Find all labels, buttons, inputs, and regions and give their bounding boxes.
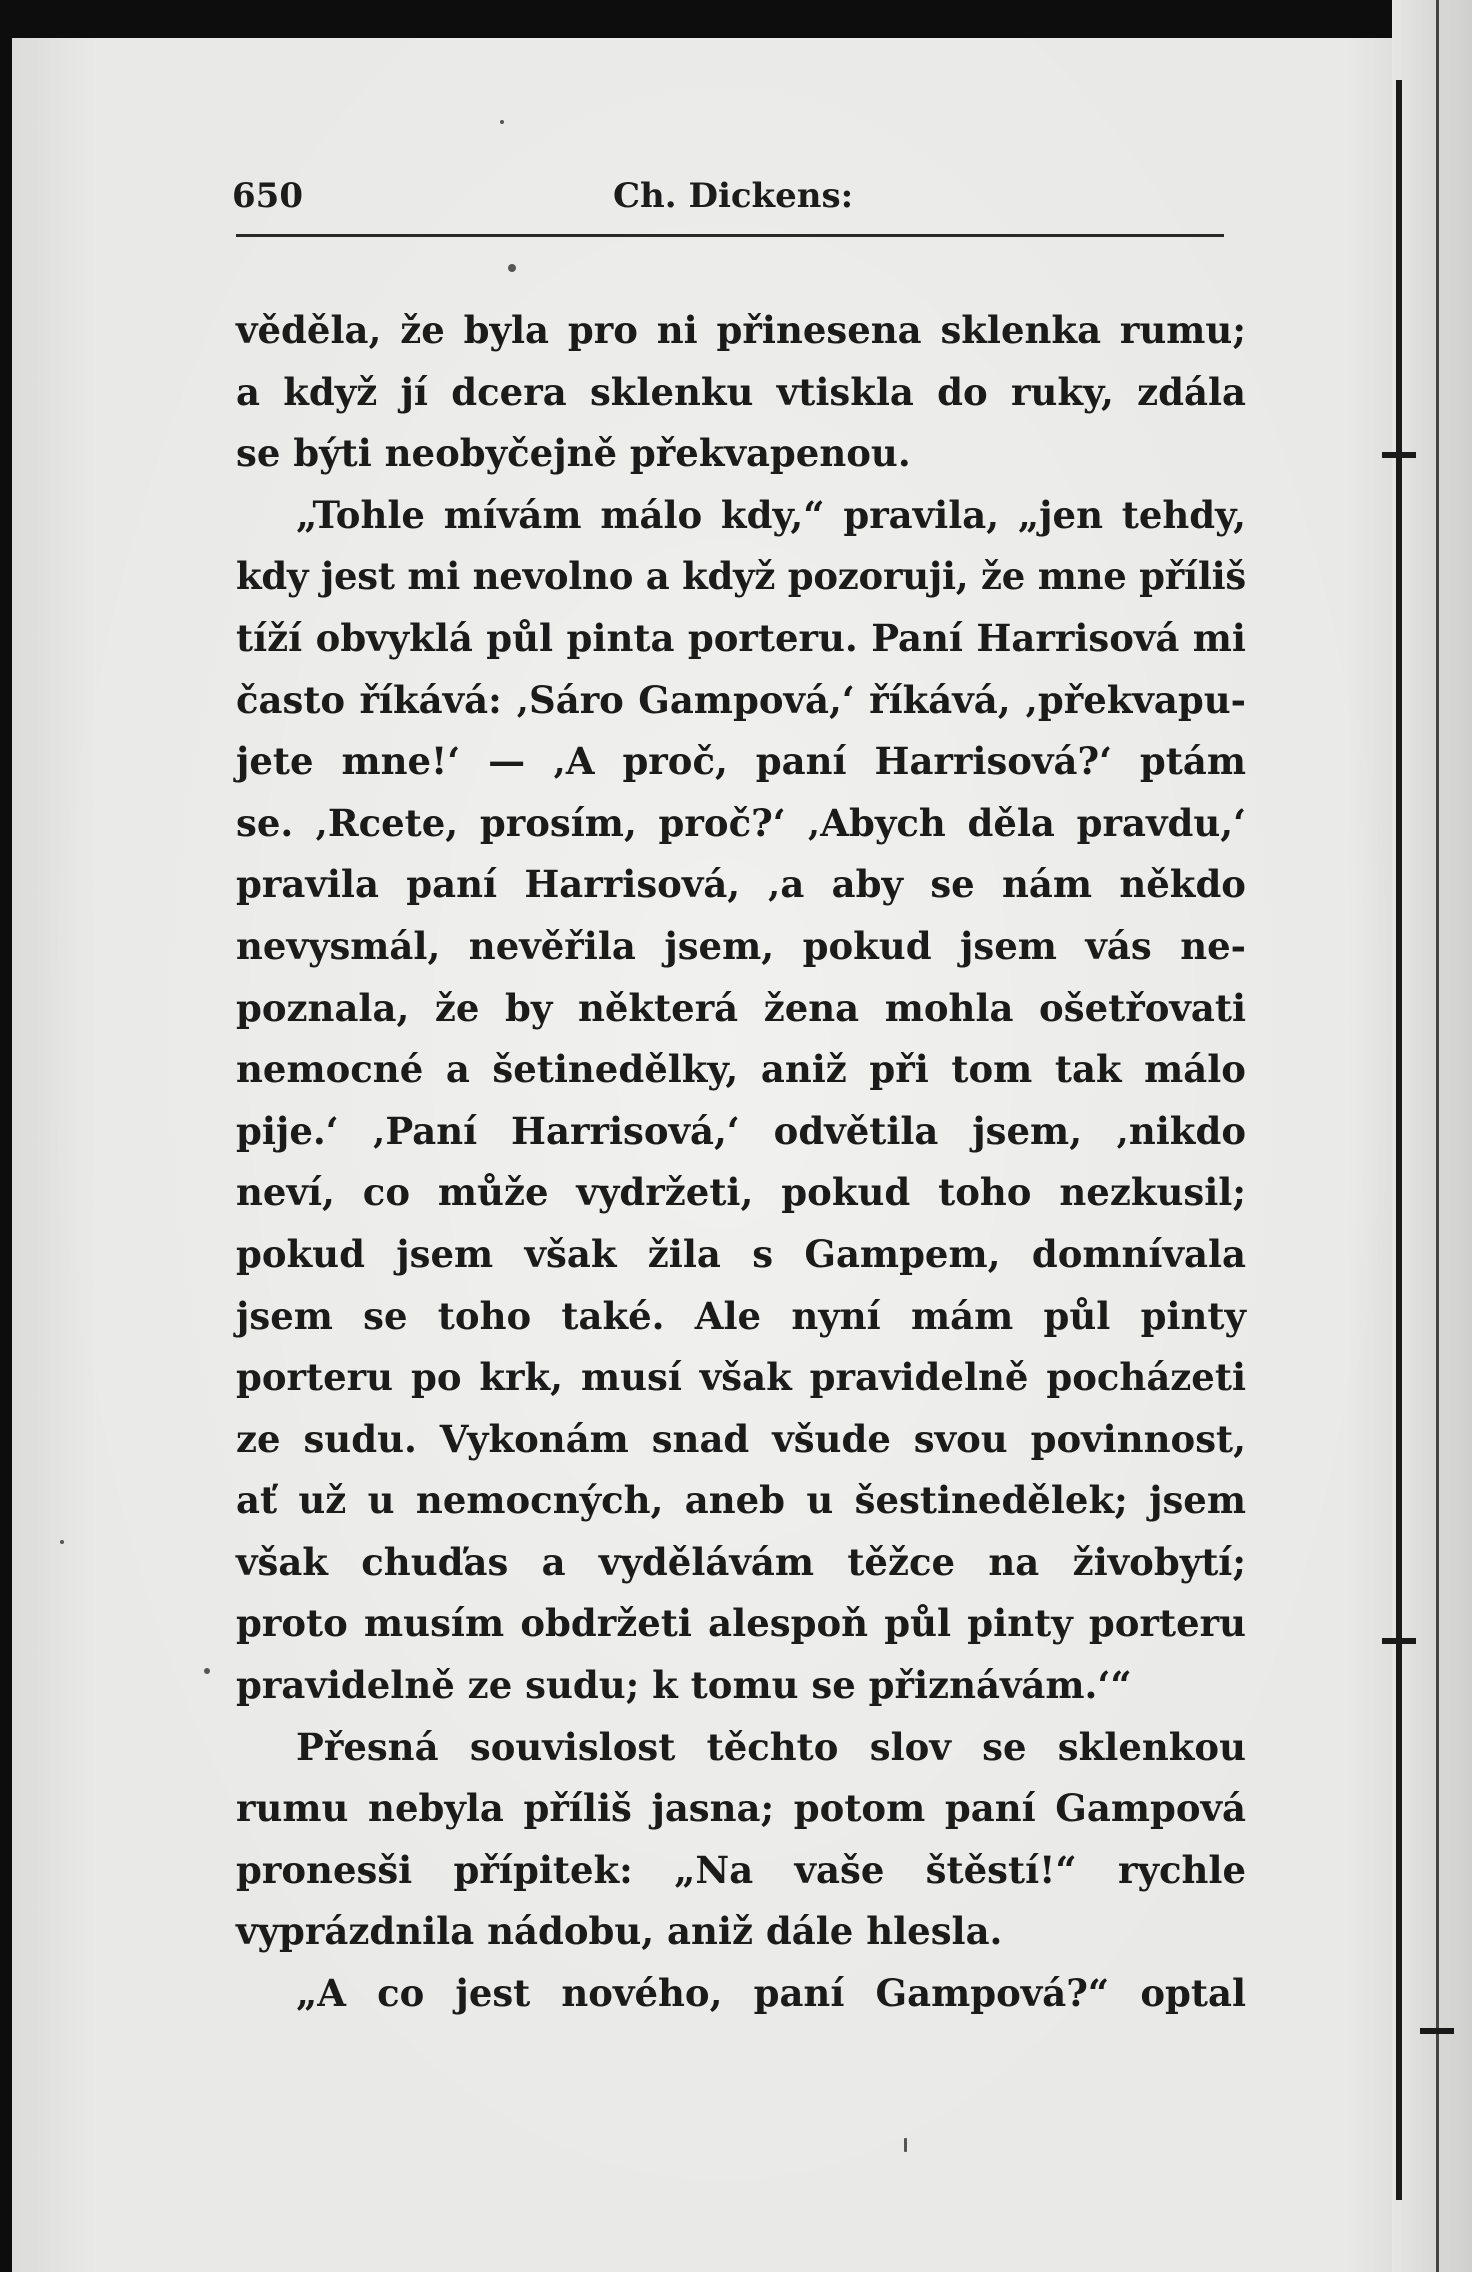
text-line: neví, co může vydržeti, pokud toho nezkusil; [236,1170,1246,1215]
text-line: často říkává: ‚Sáro Gampová,‘ říkává, ‚překvapu- [236,677,1246,722]
page-number: 650 [232,176,303,216]
text-line: a když jí dcera sklenku vtiskla do ruky, zdála [236,369,1246,414]
text-line: Přesná souvislost těchto slov se sklenkou [296,1724,1246,1769]
text-line: pokud jsem však žila s Gampem, domnívala [236,1231,1246,1276]
text-line: kdy jest mi nevolno a když pozoruji, že mne příliš [236,554,1247,599]
text-line: jete mne!‘ — ‚A proč, paní Harrisová?‘ ptám [236,739,1246,784]
text-line: nevysmál, nevěřila jsem, pokud jsem vás ne- [236,923,1246,968]
text-line: však chuďas a vydělávám těžce na živobytí; [236,1539,1246,1584]
text-line: ať už u nemocných, aneb u šestinedělek; jsem [236,1478,1246,1523]
running-head: Ch. Dickens: [613,176,854,216]
text-line: proto musím obdržeti alespoň půl pinty porteru [236,1601,1246,1646]
text-line: „A co jest nového, paní Gampová?“ optal [296,1971,1246,2016]
text-line: pravila paní Harrisová, ‚a aby se nám někdo [236,862,1246,907]
print-speck [60,1540,64,1544]
text-line: nemocné a šetinedělky, aniž při tom tak málo [236,1047,1246,1092]
text-line: vyprázdnila nádobu, aniž dále hlesla. [236,1909,1003,1954]
text-line: pravidelně ze sudu; k tomu se přiznávám.‘“ [236,1663,1132,1708]
text-line: pije.‘ ‚Paní Harrisová,‘ odvětila jsem, ‚nikdo [236,1108,1246,1153]
page-border-line-outer [1436,0,1439,2272]
header-rule [236,234,1224,237]
text-line: poznala, že by některá žena mohla ošetřovati [236,985,1246,1030]
text-line: porteru po krk, musí však pravidelně pocházeti [236,1355,1246,1400]
page-border-line [1396,80,1402,2200]
page-header [232,172,1222,232]
text-line: se. ‚Rcete, prosím, proč?‘ ‚Abych děla pravdu,‘ [236,800,1246,845]
print-speck [204,1668,210,1674]
print-speck [500,120,504,124]
print-speck [904,2138,907,2152]
border-tick [1382,1638,1416,1644]
text-line: rumu nebyla příliš jasna; potom paní Gampová [236,1786,1246,1831]
text-line: tíží obvyklá půl pinta porteru. Paní Harrisová mi [236,615,1246,660]
text-line: jsem se toho také. Ale nyní mám půl pinty [236,1293,1246,1338]
text-line: ze sudu. Vykonám snad všude svou povinnost, [236,1416,1246,1461]
body-text [236,300,1246,2025]
adjacent-page-edge [1392,0,1472,2272]
border-tick [1382,452,1416,458]
text-line: pronesši přípitek: „Na vaše štěstí!“ rychle [236,1847,1246,1892]
text-line: věděla, že byla pro ni přinesena sklenka rumu; [236,308,1246,352]
print-speck [508,264,516,272]
text-line: se býti neobyčejně překvapenou. [236,431,911,476]
border-tick [1420,2028,1454,2034]
text-line: „Tohle mívám málo kdy,“ pravila, „jen tehdy, [296,492,1246,537]
